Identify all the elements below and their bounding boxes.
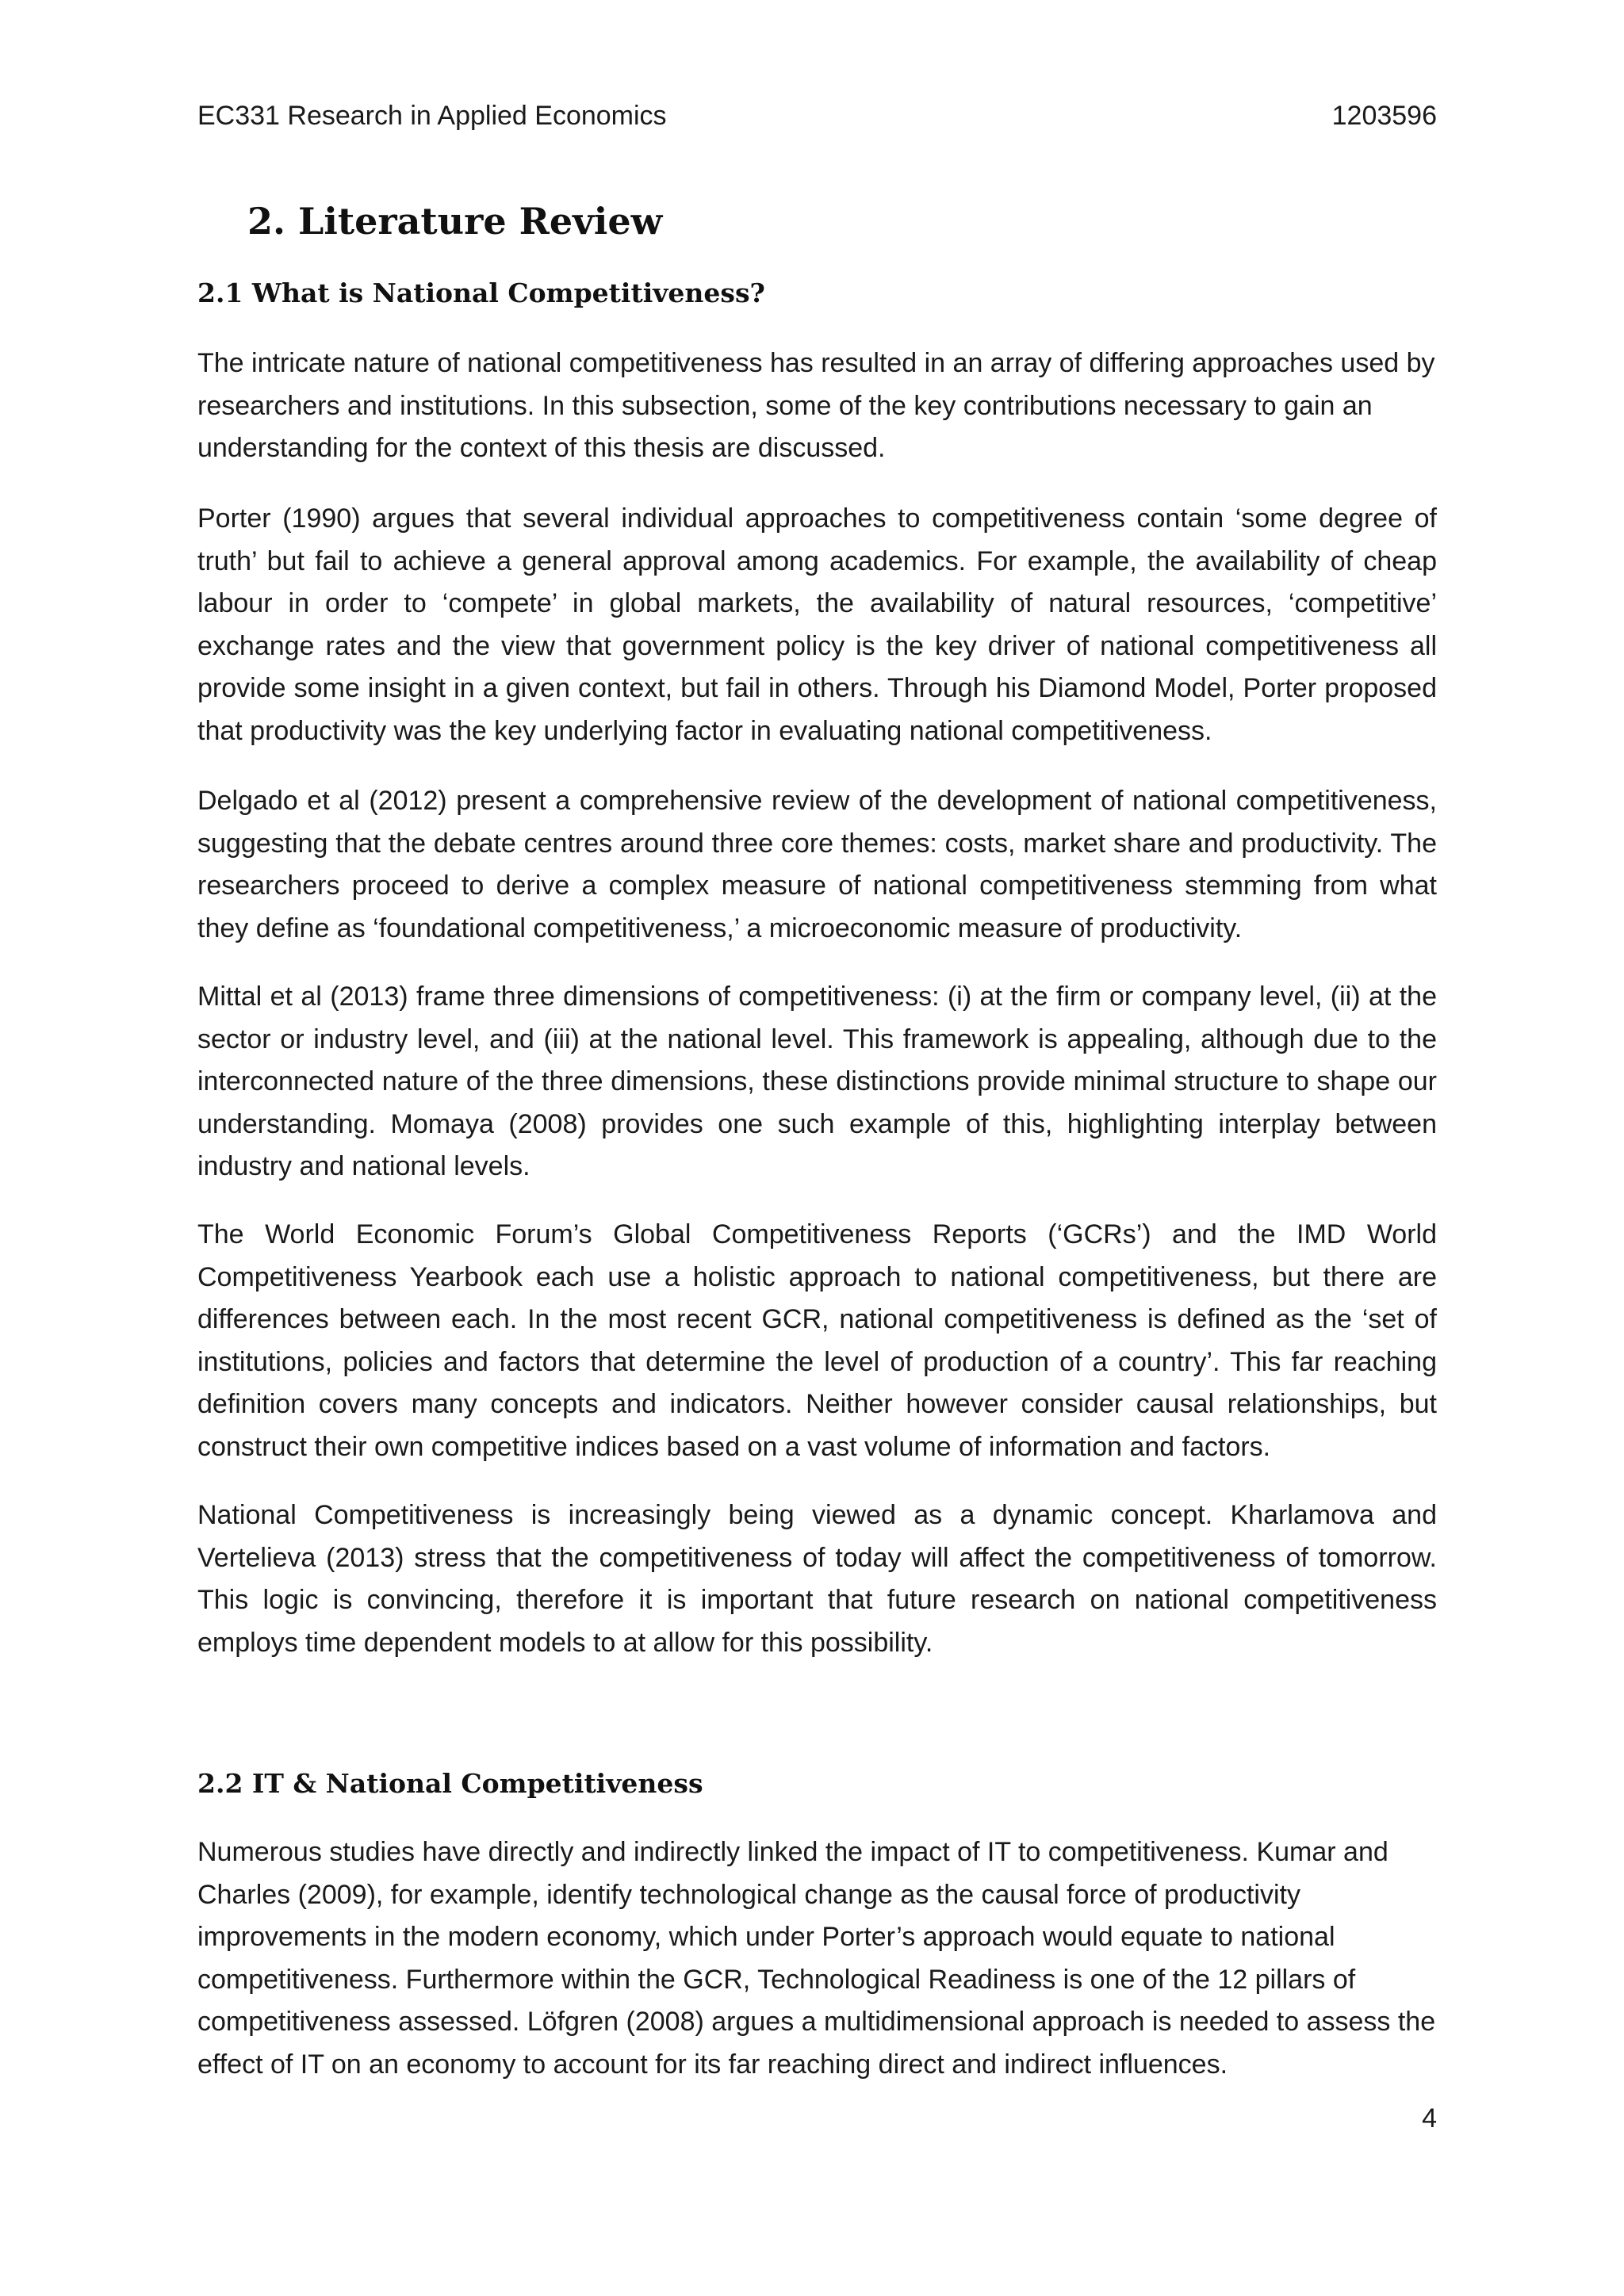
subsection-heading-2-2: 2.2 IT & National Competitiveness: [197, 1768, 703, 1799]
subsection-heading-2-1: 2.1 What is National Competitiveness?: [197, 277, 765, 308]
paragraph: Numerous studies have directly and indirectly linked the impact of IT to competitiveness. Kumar and Charles (2009), for example, identify technological change as the causal force of productivity improvements in the modern economy, which under Porter’s approach would equate to national competitiveness. Furthermore within the GCR, Technological Readiness is one of the 12 pillars of competitiveness assessed. Löfgren (2008) argues a multidimensional approach is needed to assess the effect of IT on an economy to account for its far reaching direct and indirect influences.: [197, 1837, 1436, 2080]
paragraph: The intricate nature of national competitiveness has resulted in an array of differing approaches used by researchers and institutions. In this subsection, some of the key contributions necessary to gain an understanding for the context of this thesis are discussed.: [197, 348, 1435, 464]
paragraph: Porter (1990) argues that several individual approaches to competitiveness contain ‘some degree of truth’ but fail to achieve a general approval among academics. For example, the availability of cheap labour in order to ‘compete’ in global markets, the availability of natural resources, ‘competitive’ exchange rates and the view that government policy is the key driver of national competitiveness all provide some insight in a given context, but fail in others. Through his Diamond Model, Porter proposed that productivity was the key underlying factor in evaluating national competitiveness.: [197, 503, 1437, 746]
paragraph: The World Economic Forum’s Global Competitiveness Reports (‘GCRs’) and the IMD World Competitiveness Yearbook each use a holistic approach to national competitiveness, but there are differences between each. In the most recent GCR, national competitiveness is defined as the ‘set of institutions, policies and factors that determine the level of production of a country’. This far reaching definition covers many concepts and indicators. Neither however consider causal relationships, but construct their own competitive indices based on a vast volume of information and factors.: [197, 1219, 1437, 1462]
paragraph: National Competitiveness is increasingly being viewed as a dynamic concept. Kharlamova and Vertelieva (2013) stress that the competitiveness of today will affect the competitiveness of tomorrow. This logic is convincing, therefore it is important that future research on national competitiveness employs time dependent models to at allow for this possibility.: [197, 1500, 1437, 1658]
course-title: EC331 Research in Applied Economics: [197, 101, 667, 131]
running-header: [197, 98, 1437, 133]
page-number: 4: [1422, 2103, 1437, 2133]
paragraph: Delgado et al (2012) present a comprehensive review of the development of national competitiveness, suggesting that the debate centres around three core themes: costs, market share and productivity. The researchers proceed to derive a complex measure of national competitiveness stemming from what they define as ‘foundational competitiveness,’ a microeconomic measure of productivity.: [197, 786, 1437, 943]
paragraph: Mittal et al (2013) frame three dimensions of competitiveness: (i) at the firm or company level, (ii) at the sector or industry level, and (iii) at the national level. This framework is appealing, although due to the interconnected nature of the three dimensions, these distinctions provide minimal structure to shape our understanding. Momaya (2008) provides one such example of this, highlighting interplay between industry and national levels.: [197, 982, 1437, 1182]
section-number: 2.: [247, 200, 286, 243]
section-title: [247, 193, 662, 249]
section-title-text: Literature Review: [298, 200, 663, 243]
student-id: 1203596: [1331, 101, 1437, 131]
